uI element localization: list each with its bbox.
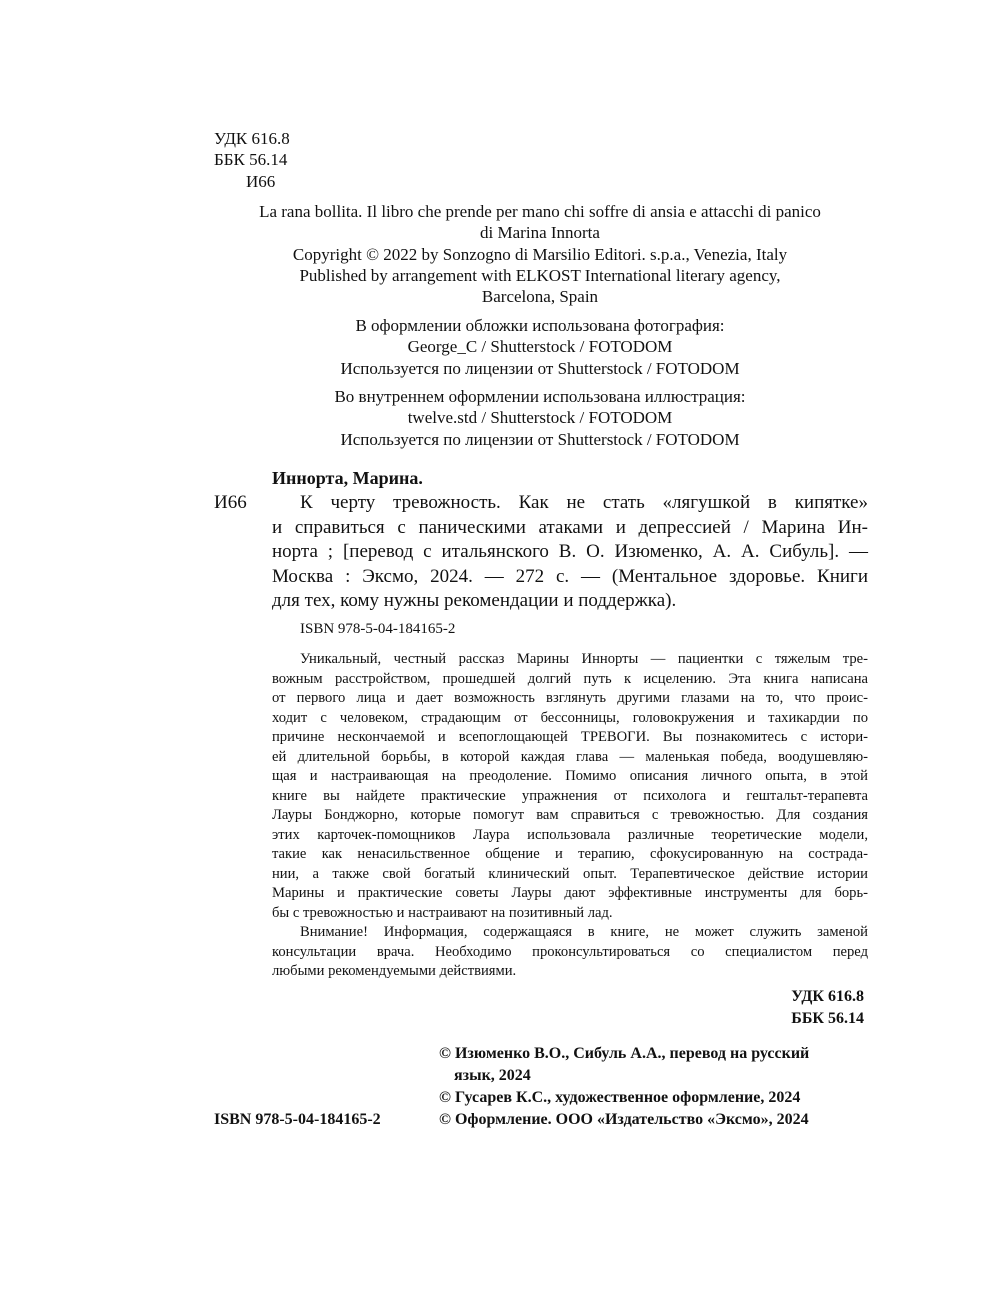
annotation-line: Марины и практические советы Лауры дают эффективные инструменты для борь- (272, 885, 868, 901)
agency-location: Barcelona, Spain (481, 287, 599, 307)
catalog-line: К черту тревожность. Как не стать «лягушкой в кипятке» (300, 492, 868, 513)
original-author: di Marina Innorta (480, 223, 600, 243)
annotation-line: Лауры Бонджорно, которые помогут вам справиться с тревожностью. Для создания (272, 807, 868, 823)
annotation (272, 650, 868, 982)
catalog-description (272, 491, 868, 614)
annotation-line: такие как ненасильственное общение и терапию, сфокусированную на сострада- (272, 846, 868, 862)
copyright-line: © Изюменко В.О., Сибуль А.А., перевод на русский (439, 1045, 810, 1062)
annotation-line: вожным расстройством, прошедшей долгий путь к исцелению. Эта книга написана (272, 670, 868, 687)
annotation-line: щая и настраивающая на преодоление. Помимо описания личного опыта, в этой (272, 768, 868, 784)
bbk-code: ББК 56.14 (214, 150, 288, 170)
udk-code: УДК 616.8 (214, 129, 290, 148)
interior-credit-line: twelve.std / Shutterstock / FOTODOM (407, 408, 673, 428)
copyright-line: Copyright © 2022 by Sonzogno di Marsilio Editori. s.p.a., Venezia, Italy (292, 244, 788, 264)
annotation-line: Уникальный, честный рассказ Марины Иннорты — пациентки с тяжелым тре- (300, 651, 868, 667)
catalog-line: и справиться с паническими атаками и депрессией / Марина Ин- (272, 516, 868, 538)
footer-bbk: ББК 56.14 (791, 1010, 864, 1027)
annotation-line: ходит с человеком, страдающим от бессонницы, головокружения и тахикардии по (272, 709, 868, 726)
cover-credit-line: George_C / Shutterstock / FOTODOM (407, 337, 673, 357)
warning-line: любыми рекомендуемыми действиями. (272, 963, 517, 979)
interior-credit-line: Используется по лицензии от Shutterstock / FOTODOM (340, 429, 740, 449)
catalog-line: Москва : Эксмо, 2024. — 272 с. — (Ментальное здоровье. Книги (272, 565, 868, 587)
footer-udk: УДК 616.8 (791, 988, 864, 1005)
original-title: La rana bollita. Il libro che prende per mano chi soffre di ansia e attacchi di panico (259, 202, 821, 221)
interior-credit-line: Во внутреннем оформлении использована иллюстрация: (334, 387, 746, 406)
catalog-mark: И66 (214, 492, 247, 513)
original-edition-info (200, 201, 880, 307)
classification-block (214, 128, 290, 192)
copyright-line: © Оформление. ООО «Издательство «Эксмо», 2024 (439, 1111, 809, 1128)
catalog-isbn: ISBN 978-5-04-184165-2 (300, 621, 456, 637)
warning-line: Внимание! Информация, содержащаяся в книге, не может служить заменой (300, 924, 868, 940)
interior-credit (200, 386, 880, 450)
cover-credit (200, 315, 880, 379)
cover-credit-line: В оформлении обложки использована фотография: (355, 316, 725, 335)
catalog-author: Иннорта, Марина. (272, 468, 423, 488)
annotation-line: этих карточек-помощников Лаура использовала различные теоретические модели, (272, 826, 868, 843)
annotation-line: причине нескончаемой и всепоглощающей ТРЕВОГИ. Вы познакомитесь с истори- (272, 729, 868, 745)
bottom-isbn: ISBN 978-5-04-184165-2 (214, 1111, 381, 1128)
copyright-line: © Гусарев К.С., художественное оформление, 2024 (439, 1089, 801, 1106)
annotation-line: нии, а также свой богатый клинический опыт. Терапевтическое действие истории (272, 865, 868, 882)
warning-line: консультации врача. Необходимо проконсультироваться со специалистом перед (272, 943, 868, 960)
annotation-line: бы с тревожностью и настраивают на позитивный лад. (272, 904, 613, 921)
annotation-line: ей длительной борьбы, в которой каждая глава — маленькая победа, воодушевляю- (272, 748, 868, 765)
copyright-line: язык, 2024 (454, 1067, 531, 1084)
annotation-line: от первого лица и дает возможность взглянуть другими глазами на то, что проис- (272, 690, 868, 706)
cover-credit-line: Используется по лицензии от Shutterstock / FOTODOM (340, 358, 740, 378)
arrangement-line: Published by arrangement with ELKOST International literary agency, (299, 265, 781, 285)
author-mark: И66 (246, 171, 276, 191)
copyright-notices (439, 1043, 809, 1131)
catalog-line: для тех, кому нужны рекомендации и поддержка). (272, 590, 677, 611)
catalog-line: норта ; [перевод с итальянского В. О. Изюменко, А. А. Сибуль]. — (272, 541, 868, 562)
annotation-line: книге вы найдете практические упражнения от психолога и гештальт-терапевта (272, 787, 868, 804)
footer-classification (791, 986, 864, 1030)
